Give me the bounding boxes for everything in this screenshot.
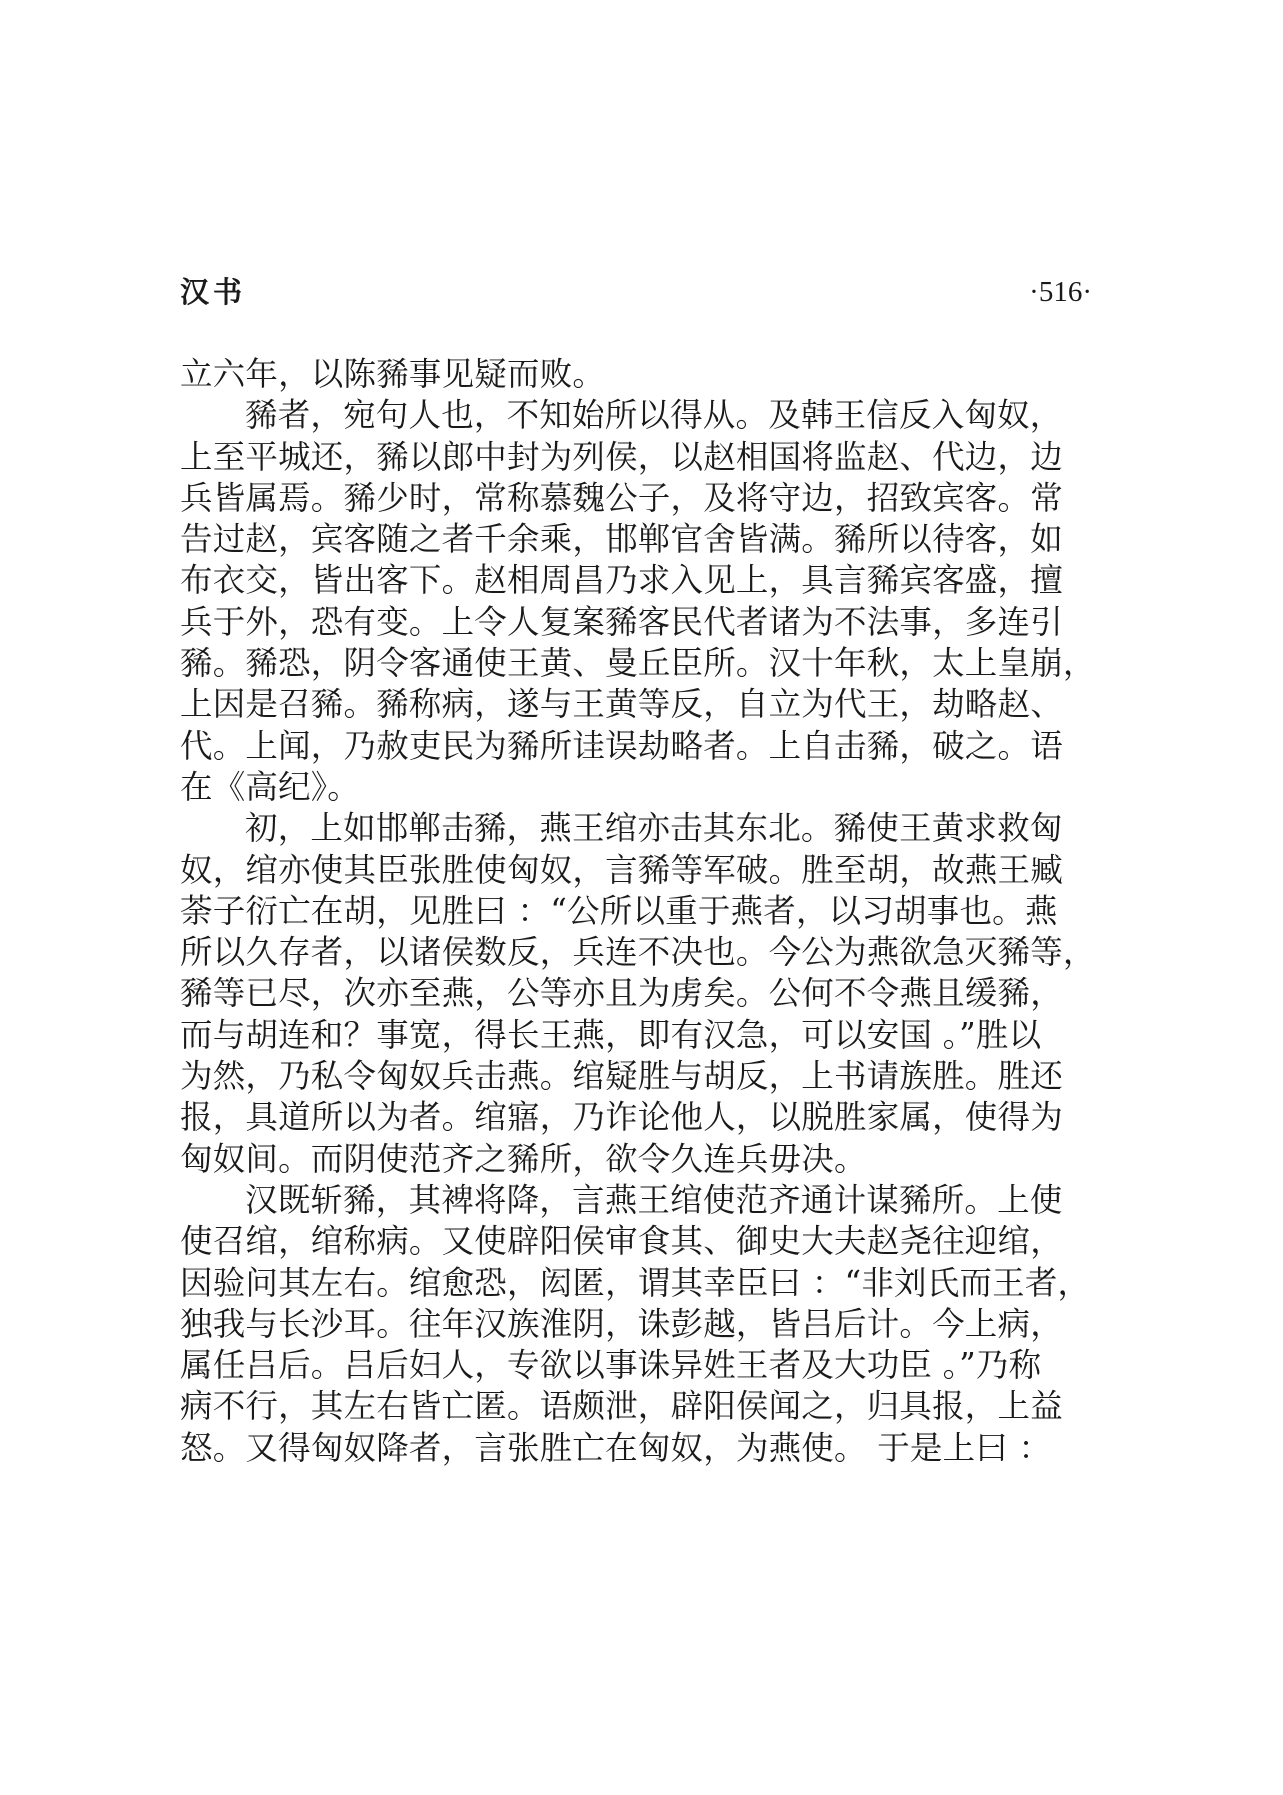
page-number: ·516· [1029,276,1092,308]
text-line: 在《高纪》。 [180,767,360,806]
text-line: 兵皆属焉。豨少时，常称慕魏公子，及将守边，招致宾客。常 [180,478,1063,517]
text-line: 豨。豨恐，阴令客通使王黄、曼丘臣所。汉十年秋，太上皇崩， [180,644,1096,683]
text-line: 告过赵，宾客随之者千余乘，邯郸官舍皆满。豨所以待客，如 [180,520,1063,559]
text-line: 病不行，其左右皆亡匿。语颇泄，辟阳侯闻之，归具报，上益 [180,1387,1063,1426]
text-line: 属任吕后。吕后妇人，专欲以事诛异姓王者及大功臣 。”乃称 [180,1346,1042,1385]
text-line: 怒。又得匈奴降者，言张胜亡在匈奴，为燕使。 于是上曰 ： [180,1428,1052,1467]
text-line: 使召绾，绾称病。又使辟阳侯审食其、御史大夫赵尧往迎绾， [180,1222,1063,1261]
text-line: 而与胡连和？事宽，得长王燕，即有汉急，可以安国 。”胜以 [180,1015,1042,1054]
text-line: 代。上闻，乃赦吏民为豨所诖误劫略者。上自击豨，破之。语 [180,726,1063,765]
text-line: 独我与长沙耳。往年汉族淮阴，诛彭越，皆吕后计。今上病， [180,1304,1063,1343]
text-line: 豨等已尽，次亦至燕，公等亦且为虏矣。公何不令燕且缓豨， [180,974,1063,1013]
text-line: 上因是召豨。豨称病，遂与王黄等反，自立为代王，劫略赵、 [180,685,1063,724]
text-line: 汉既斩豨，其裨将降，言燕王绾使范齐通计谋豨所。上使 [245,1180,1063,1219]
running-header [180,272,1092,312]
text-line: 报，具道所以为者。绾寤，乃诈论他人，以脱胜家属，使得为 [180,1098,1063,1137]
text-body [180,354,1100,1469]
text-line: 立六年，以陈豨事见疑而败。 [180,355,606,393]
book-title: 汉书 [180,275,247,309]
text-line: 豨者，宛句人也，不知始所以得从。及韩王信反入匈奴， [245,396,1063,435]
text-line: 奴，绾亦使其臣张胜使匈奴，言豨等军破。胜至胡，故燕王臧 [180,850,1063,889]
text-line: 上至平城还，豨以郎中封为列侯，以赵相国将监赵、代边，边 [180,437,1063,476]
text-line: 匈奴间。而阴使范齐之豨所，欲令久连兵毋决。 [180,1139,867,1178]
text-line: 因验问其左右。绾愈恐，闳匿，谓其幸臣曰 ：“非刘氏而王者， [180,1263,1091,1302]
text-line: 为然，乃私令匈奴兵击燕。绾疑胜与胡反，上书请族胜。胜还 [180,1057,1063,1096]
text-line: 荼子衍亡在胡，见胜曰 ：“公所以重于燕者，以习胡事也。燕 [180,891,1058,930]
text-line: 所以久存者，以诸侯数反，兵连不决也。今公为燕欲急灭豨等， [180,933,1096,972]
text-line: 兵于外，恐有变。上令人复案豨客民代者诸为不法事，多连引 [180,602,1063,641]
text-line: 布衣交，皆出客下。赵相周昌乃求入见上，具言豨宾客盛，擅 [180,561,1063,600]
text-line: 初，上如邯郸击豨，燕王绾亦击其东北。豨使王黄求救匈 [245,809,1063,848]
